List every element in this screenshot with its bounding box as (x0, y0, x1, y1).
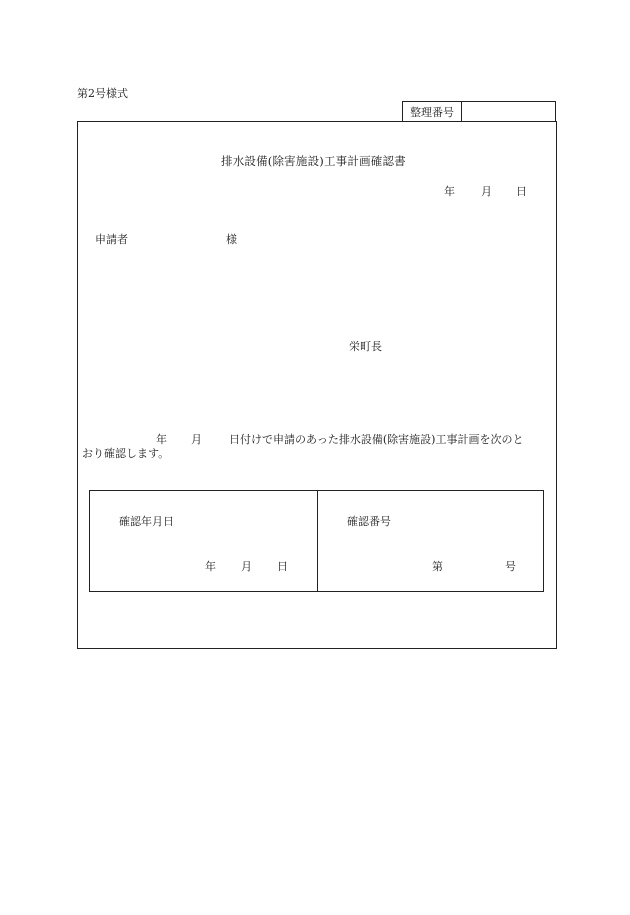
form-number-label: 第2号様式 (77, 87, 128, 100)
reference-number-label: 整理番号 (403, 102, 462, 121)
confirmation-date-month-label: 月 (241, 560, 252, 573)
reference-number-field[interactable] (462, 102, 555, 121)
confirmation-table (89, 490, 544, 592)
confirmation-table-divider (317, 491, 318, 591)
confirmation-date-day-label: 日 (277, 560, 288, 573)
applicant-honorific: 様 (226, 233, 237, 246)
issue-date-day-label: 日 (516, 185, 527, 198)
applicant-label: 申請者 (95, 233, 128, 246)
body-text-line1: 日付けで申請のあった排水設備(除害施設)工事計画を次のと (229, 433, 524, 446)
issue-date-year-label: 年 (444, 185, 455, 198)
body-year-label: 年 (156, 433, 167, 446)
reference-number-box (402, 101, 556, 121)
document-title: 排水設備(除害施設)工事計画確認書 (221, 154, 406, 168)
issuer-name: 栄町長 (349, 340, 382, 353)
body-text-line2: おり確認します。 (82, 447, 170, 460)
confirmation-number-suffix: 号 (505, 560, 516, 573)
body-month-label: 月 (191, 433, 202, 446)
confirmation-date-label: 確認年月日 (119, 515, 174, 528)
confirmation-date-year-label: 年 (205, 560, 216, 573)
confirmation-number-label: 確認番号 (347, 515, 391, 528)
confirmation-number-prefix: 第 (432, 560, 443, 573)
issue-date-month-label: 月 (481, 185, 492, 198)
